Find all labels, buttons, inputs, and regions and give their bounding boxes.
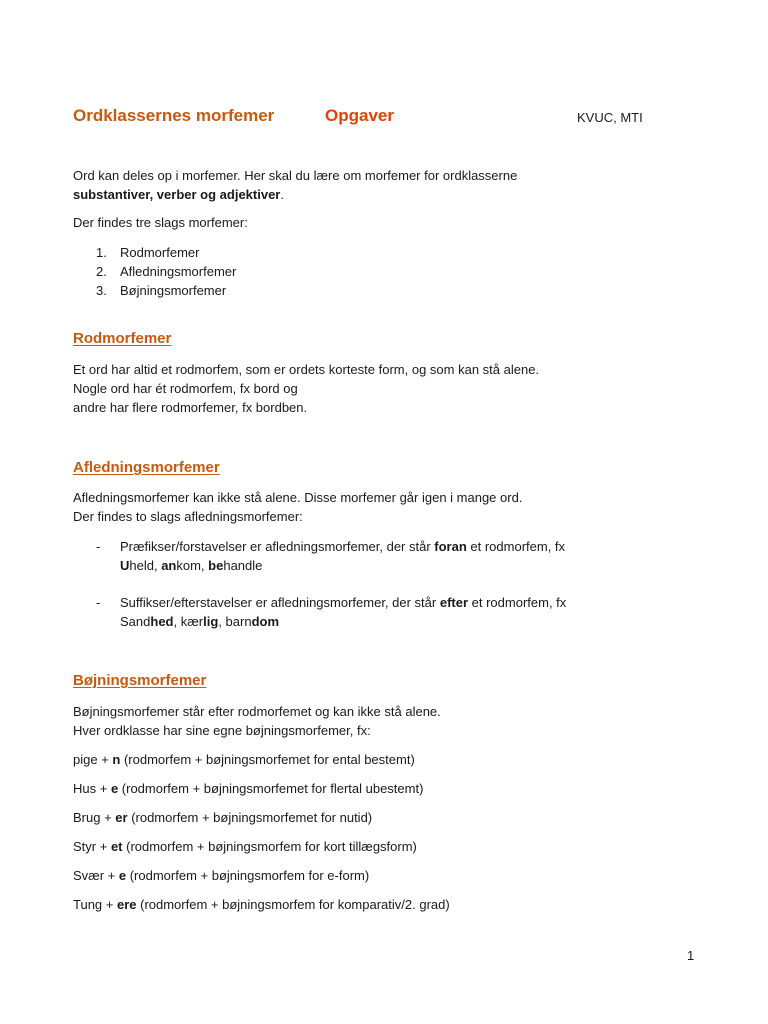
afl-item2-pre: Suffikser/efterstavelser er afledningsmorfemer, der står: [120, 595, 440, 610]
ex-bold: dom: [251, 614, 280, 629]
heading-rodmorfemer: Rodmorfemer: [73, 330, 172, 347]
afl-item1-post: et rodmorfem, fx: [466, 539, 566, 554]
ex-rest: Sand: [120, 614, 151, 629]
ex-bold: an: [161, 558, 177, 573]
ex-rest: barn: [225, 614, 252, 629]
boj-line-1: Bøjningsmorfemer står efter rodmorfemet og kan ikke stå alene.: [73, 704, 441, 719]
list-number: 2.: [96, 264, 107, 279]
doc-subtitle: Opgaver: [325, 106, 394, 125]
ex-pre: Svær +: [73, 868, 119, 883]
boj-example: [73, 750, 415, 770]
afl-line-2: Der findes to slags afledningsmorfemer:: [73, 509, 303, 524]
ex-rest: held,: [129, 558, 162, 573]
list-item: [96, 281, 226, 301]
doc-author: KVUC, MTI: [577, 110, 643, 125]
ex-pre: Hus +: [73, 781, 111, 796]
afl-item1-bold: foran: [434, 539, 467, 554]
ex-bold: er: [115, 810, 128, 825]
ex-post: (rodmorfem + bøjningsmorfem for komparativ/2. grad): [136, 897, 450, 912]
bullet-dash: -: [96, 539, 101, 554]
intro-line-2: [73, 185, 284, 205]
afl-item-suffix-examples: [120, 612, 279, 632]
boj-example: [73, 837, 417, 857]
rod-line-1: Et ord har altid et rodmorfem, som er ordets korteste form, og som kan stå alene.: [73, 362, 540, 377]
page-number: 1: [687, 948, 695, 963]
ex-bold: U: [120, 558, 130, 573]
intro-line-3: Der findes tre slags morfemer:: [73, 215, 248, 230]
list-text: Afledningsmorfemer: [120, 264, 237, 279]
ex-sep: ,: [173, 614, 181, 629]
ex-rest: kær: [180, 614, 204, 629]
ex-bold: e: [118, 868, 127, 883]
afl-item-prefix-examples: [120, 556, 262, 576]
ex-post: (rodmorfem + bøjningsmorfem for kort tillægsform): [122, 839, 417, 854]
afl-line-1: Afledningsmorfemer kan ikke stå alene. Disse morfemer går igen i mange ord.: [73, 490, 523, 505]
ex-rest: kom,: [176, 558, 209, 573]
ex-post: (rodmorfem + bøjningsmorfem for e-form): [126, 868, 370, 883]
ex-bold: e: [110, 781, 119, 796]
boj-example: [73, 895, 450, 915]
ex-pre: Tung +: [73, 897, 117, 912]
ex-bold: lig: [203, 614, 219, 629]
afl-item2-bold: efter: [439, 595, 469, 610]
ex-pre: pige +: [73, 752, 113, 767]
list-number: 3.: [96, 283, 107, 298]
ex-post: (rodmorfem + bøjningsmorfemet for ental bestemt): [120, 752, 415, 767]
ex-pre: Brug +: [73, 810, 116, 825]
afl-item1-pre: Præfikser/forstavelser er afledningsmorfemer, der står: [120, 539, 435, 554]
afl-item-prefix: [96, 537, 565, 557]
heading-bojningsmorfemer: Bøjningsmorfemer: [73, 672, 207, 689]
list-text: Bøjningsmorfemer: [120, 283, 227, 298]
afl-item2-post: et rodmorfem, fx: [468, 595, 567, 610]
boj-example: [73, 808, 372, 828]
list-text: Rodmorfemer: [120, 245, 200, 260]
intro-bold: substantiver, verber og adjektiver: [73, 187, 281, 202]
list-item: [96, 262, 236, 282]
ex-post: (rodmorfem + bøjningsmorfemet for flertal ubestemt): [118, 781, 424, 796]
ex-pre: Styr +: [73, 839, 111, 854]
boj-line-2: Hver ordklasse har sine egne bøjningsmorfemer, fx:: [73, 723, 371, 738]
boj-example: [73, 866, 369, 886]
rod-line-2: Nogle ord har ét rodmorfem, fx bord og: [73, 381, 298, 396]
bullet-dash: -: [96, 595, 101, 610]
intro-line-1: Ord kan deles op i morfemer. Her skal du lære om morfemer for ordklasserne: [73, 168, 518, 183]
ex-bold: et: [110, 839, 123, 854]
ex-post: (rodmorfem + bøjningsmorfemet for nutid): [127, 810, 373, 825]
intro-period: .: [280, 187, 284, 202]
list-number: 1.: [96, 245, 107, 260]
ex-bold: hed: [150, 614, 174, 629]
ex-bold: be: [208, 558, 224, 573]
doc-title: Ordklassernes morfemer: [73, 106, 275, 125]
ex-rest: handle: [223, 558, 263, 573]
heading-afledningsmorfemer: Afledningsmorfemer: [73, 459, 220, 476]
afl-item-suffix: [96, 593, 566, 613]
ex-sep: ,: [218, 614, 226, 629]
ex-bold: ere: [116, 897, 137, 912]
list-item: [96, 243, 199, 263]
ex-bold: n: [112, 752, 121, 767]
rod-line-3: andre har flere rodmorfemer, fx bordben.: [73, 400, 308, 415]
boj-example: [73, 779, 423, 799]
